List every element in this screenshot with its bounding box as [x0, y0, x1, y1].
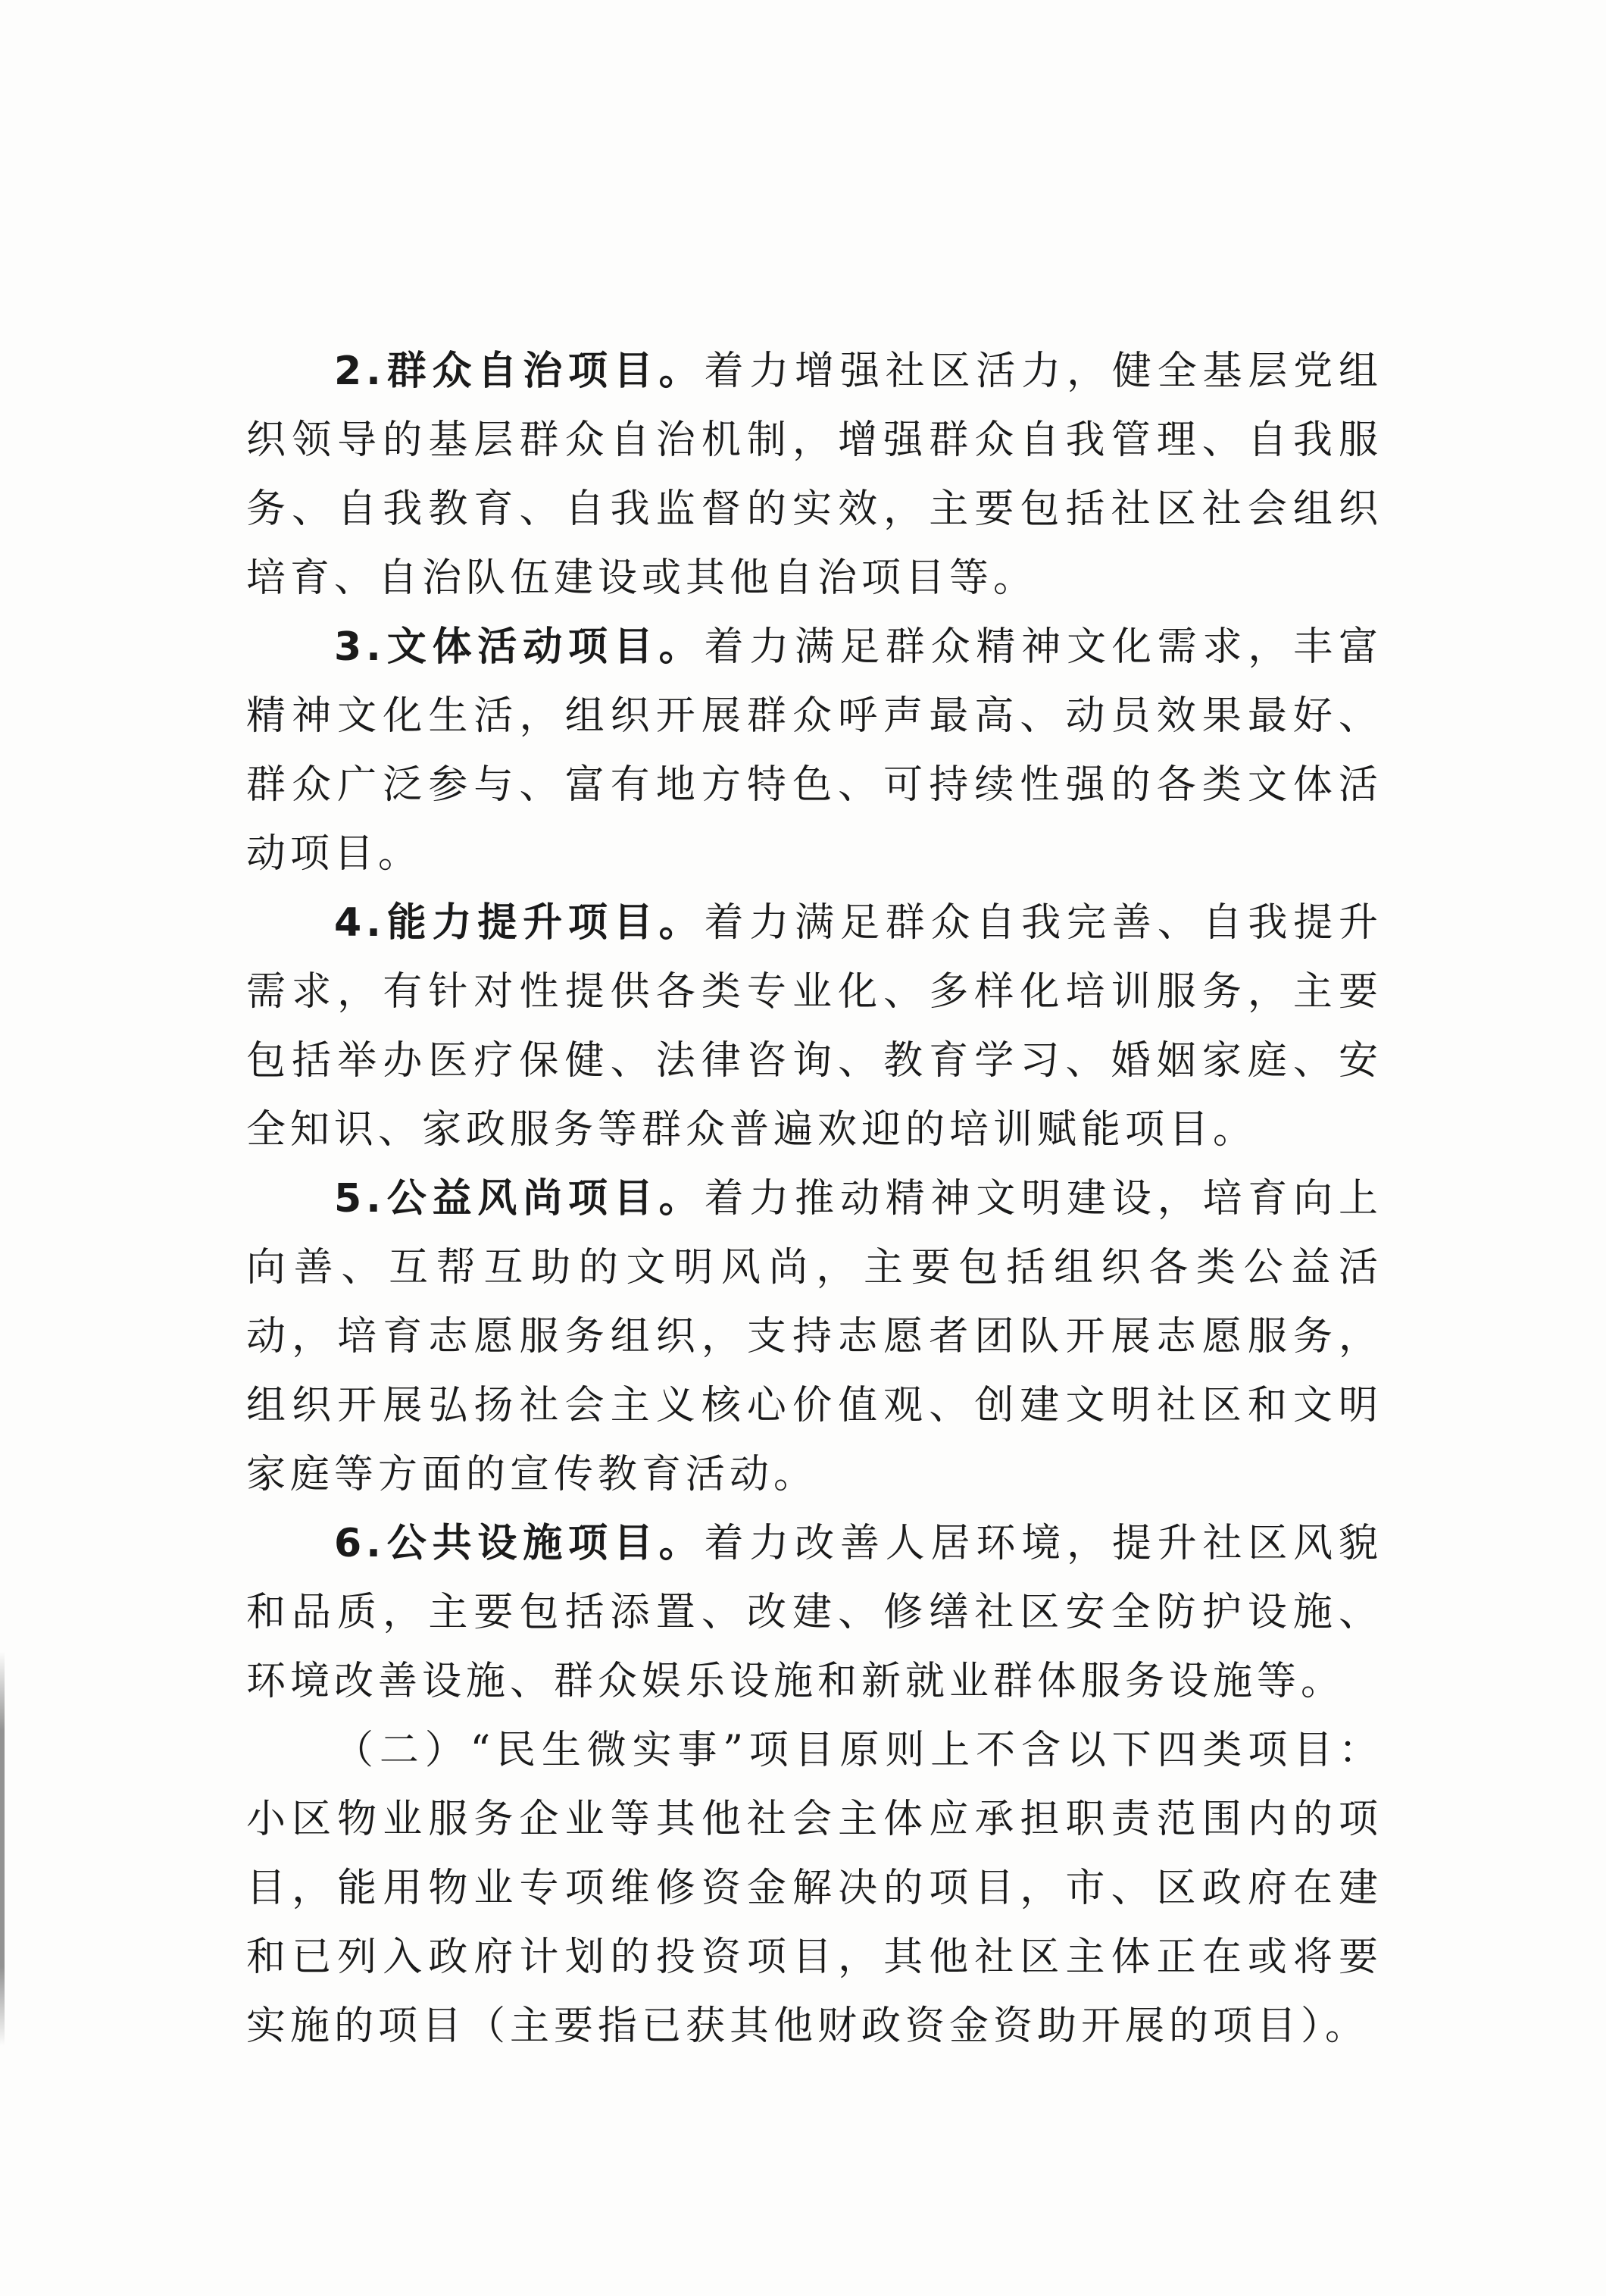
scan-edge-mark — [0, 1652, 5, 2046]
paragraph-item-3 — [246, 613, 1383, 889]
item-title: 2.群众自治项目。 — [334, 349, 705, 394]
section-text: （二）“民生微实事”项目原则上不含以下四类项目：小区物业服务企业等其他社会主体应承担职责范围内的项目，能用物业专项维修资金解决的项目，市、区政府在建和已列入政府计划的投资项目，其他社区主体正在或将要实施的项目（主要指已获其他财政资金资助开展的项目）。 — [246, 1728, 1383, 2049]
paragraph-item-2 — [246, 337, 1383, 613]
document-body — [246, 337, 1383, 2061]
item-title: 6.公共设施项目。 — [334, 1521, 705, 1566]
paragraph-item-5 — [246, 1165, 1383, 1509]
paragraph-section-2 — [246, 1716, 1383, 2061]
item-title: 3.文体活动项目。 — [334, 624, 705, 670]
paragraph-item-6 — [246, 1509, 1383, 1716]
item-text: 着力推动精神文明建设，培育向上向善、互帮互助的文明风尚，主要包括组织各类公益活动，培育志愿服务组织，支持志愿者团队开展志愿服务，组织开展弘扬社会主义核心价值观、创建文明社区和文明家庭等方面的宣传教育活动。 — [246, 1176, 1383, 1497]
item-text: 着力改善人居环境，提升社区风貌和品质，主要包括添置、改建、修缮社区安全防护设施、环境改善设施、群众娱乐设施和新就业群体服务设施等。 — [246, 1521, 1383, 1704]
item-title: 5.公益风尚项目。 — [334, 1176, 705, 1222]
paragraph-item-4 — [246, 889, 1383, 1165]
item-title: 4.能力提升项目。 — [334, 900, 705, 946]
item-text: 着力增强社区活力，健全基层党组织领导的基层群众自治机制，增强群众自我管理、自我服务、自我教育、自我监督的实效，主要包括社区社会组织培育、自治队伍建设或其他自治项目等。 — [246, 349, 1383, 601]
item-text: 着力满足群众自我完善、自我提升需求，有针对性提供各类专业化、多样化培训服务，主要包括举办医疗保健、法律咨询、教育学习、婚姻家庭、安全知识、家政服务等群众普遍欢迎的培训赋能项目。 — [246, 900, 1383, 1153]
item-text: 着力满足群众精神文化需求，丰富精神文化生活，组织开展群众呼声最高、动员效果最好、群众广泛参与、富有地方特色、可持续性强的各类文体活动项目。 — [246, 624, 1383, 877]
